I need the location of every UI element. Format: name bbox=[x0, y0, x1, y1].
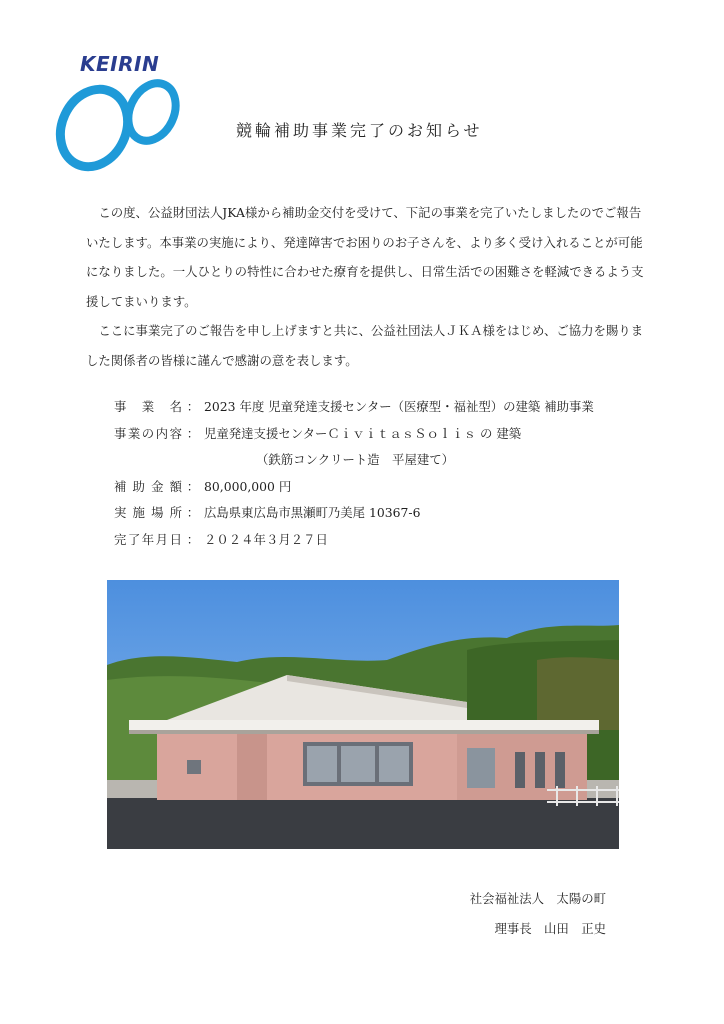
detail-row-project-name bbox=[114, 393, 654, 420]
detail-row-completion bbox=[114, 526, 654, 553]
keirin-ring-icon bbox=[52, 70, 188, 176]
label-amount: 補 助 金 額 bbox=[114, 478, 182, 494]
value-completion: ２０２４年３月２７日 bbox=[204, 531, 328, 547]
signature-organization: 社会福祉法人 太陽の町 bbox=[469, 891, 606, 906]
colon: ： bbox=[186, 531, 200, 547]
value-amount: 80,000,000 円 bbox=[204, 478, 292, 494]
label-location: 実 施 場 所 bbox=[114, 505, 182, 521]
project-details bbox=[114, 393, 654, 552]
logo-text: KEIRIN bbox=[80, 52, 160, 76]
colon: ： bbox=[186, 425, 200, 441]
detail-row-amount bbox=[114, 473, 654, 500]
label-completion: 完 了 年 月 日 bbox=[114, 531, 182, 547]
detail-row-location bbox=[114, 499, 654, 526]
label-project-name: 事 業 名 bbox=[114, 399, 182, 415]
body-paragraph-1: この度、公益財団法人JKA様から補助金交付を受けて、下記の事業を完了いたしましたのでご報告いたします。本事業の実施により、発達障害でお困りのお子さんを、より多く受け入れることが可能になりました。一人ひとりの特性に合わせた療育を提供し、日常生活での困難さを軽減できるよう支援してまいります。 bbox=[86, 205, 644, 309]
value-content-sub: （鉄筋コンクリート造 平屋建て） bbox=[256, 452, 455, 468]
body-paragraph-2: ここに事業完了のご報告を申し上げますと共に、公益社団法人ＪＫＡ様をはじめ、ご協力を賜りました関係者の皆様に謹んで感謝の意を表します。 bbox=[86, 323, 644, 368]
value-location: 広島県東広島市黒瀬町乃美尾 10367-6 bbox=[204, 505, 421, 521]
body-text bbox=[86, 198, 646, 375]
colon: ： bbox=[186, 478, 200, 494]
page-title: 競輪補助事業完了のお知らせ bbox=[236, 121, 483, 140]
building-photo bbox=[107, 580, 619, 849]
detail-row-content-sub bbox=[114, 446, 654, 473]
colon: ： bbox=[186, 505, 200, 521]
value-content: 児童発達支援センターＣｉｖｉｔａｓＳｏｌｉｓ の 建築 bbox=[204, 425, 522, 441]
signature-representative: 理事長 山田 正史 bbox=[494, 921, 606, 936]
colon: ： bbox=[186, 399, 200, 415]
detail-row-content bbox=[114, 420, 654, 447]
value-project-name: 2023 年度 児童発達支援センター（医療型・福祉型）の建築 補助事業 bbox=[204, 399, 594, 415]
keirin-logo bbox=[52, 50, 188, 176]
label-content: 事 業 の 内 容 bbox=[114, 425, 182, 441]
